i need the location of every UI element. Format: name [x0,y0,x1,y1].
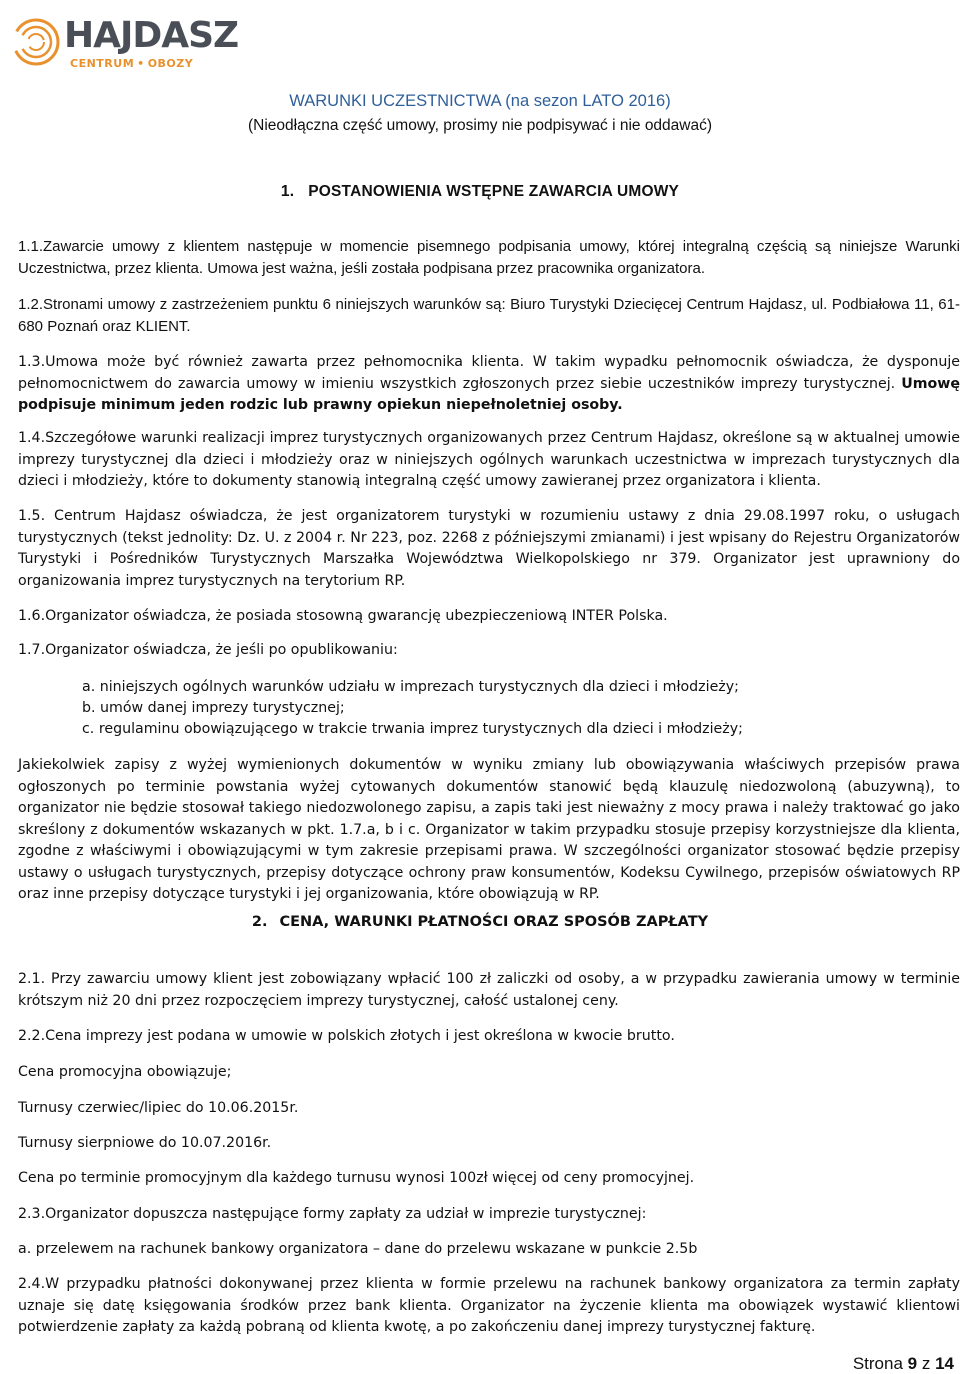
promo-june-july: Turnusy czerwiec/lipiec do 10.06.2015r. [18,1100,299,1116]
promo-intro: Cena promocyjna obowiązuje; [18,1064,232,1080]
list-item-c: c. regulaminu obowiązującego w trakcie trwania imprez turystycznych dla dzieci i młodzieży; [82,721,743,737]
paragraph-1-3 [18,352,960,417]
paragraph-2-3-a: a. przelewem na rachunek bankowy organizatora – dane do przelewu wskazane w punkcie 2.5b [18,1241,698,1257]
paragraph-2-3: 2.3.Organizator dopuszcza następujące formy zapłaty za udział w imprezie turystycznej: [18,1206,647,1222]
paragraph-1-3-bold: Umowę podpisuje minimum jeden rodzic lub prawny opiekun niepełnoletniej osoby. [18,375,960,413]
promo-august: Turnusy sierpniowe do 10.07.2016r. [18,1135,272,1151]
promo-after-deadline: Cena po terminie promocyjnym dla każdego turnusu wynosi 100zł więcej od ceny promocyjnej. [18,1170,695,1186]
document-title: WARUNKI UCZESTNICTWA (na sezon LATO 2016) [289,92,671,110]
list-item-a: a. niniejszych ogólnych warunków udziału w imprezach turystycznych dla dzieci i młodzieży; [82,679,739,695]
page-total: 14 [935,1354,954,1373]
section-2-title: CENA, WARUNKI PŁATNOŚCI ORAZ SPOSÓB ZAPŁATY [279,914,709,930]
paragraph-1-7-continuation: Jakiekolwiek zapisy z wyżej wymienionych dokumentów w wyniku zmiany lub obowiązywania właściwych przepisów prawa ogłoszonych po terminie powstania wyżej cytowanych dokumentów stanowić będą klauzulę niedozwoloną (abuzywną), to organizator nie będzie stosował takiego niedozwolonego zapisu, a zapis taki jest nieważny z mocy prawa i należy traktować go jako skreślony z dokumentów wskazanych w pkt. 1.7.a, b i c. Organizator w takim przypadku stosuje przepisy korzystniejsze dla klienta, zgodne z właściwymi i obowiązującymi w tym zakresie przepisami prawa. W szczególności organizator stosować będzie przepisy ustawy o usługach turystycznych, przepisy dotyczące ochrony praw konsumentów, Kodeksu Cywilnego, przepisów oświatowych RP oraz inne przepisy dotyczące turystyki i jej organizowania, które obowiązują w RP. [18,757,960,902]
logo-sub-obozy: OBOZY [147,57,194,70]
logo-subtitle [70,57,193,70]
page-of: z [921,1354,931,1373]
paragraph-1-4: 1.4.Szczegółowe warunki realizacji imprez turystycznych organizowanych przez Centrum Hajdasz, określone są w aktualnej umowie imprezy turystycznej dla dzieci i młodzieży oraz w niniejszych ogólnych warunkach uczestnictwa w imprezach turystycznych dla dzieci i młodzieży, które to dokumenty stanowią integralną część umowy zawieranej przez organizatora i klienta. [18,430,960,489]
list-item-b: b. umów danej imprezy turystycznej; [82,700,345,716]
section-1-title: POSTANOWIENIA WSTĘPNE ZAWARCIA UMOWY [308,183,680,200]
paragraph-1-6: 1.6.Organizator oświadcza, że posiada stosowną gwarancję ubezpieczeniową INTER Polska. [18,608,668,624]
paragraph-2-4: 2.4.W przypadku płatności dokonywanej przez klienta w formie przelewu na rachunek bankowy organizatora za termin zapłaty uznaje się datę księgowania środków przez bank klienta. Organizator na życzenie klienta ma obowiązek wystawić klientowi potwierdzenie zapłaty za każdą pobraną od klienta kwotę, a po zakończeniu danej imprezy turystycznej fakturę. [18,1276,960,1335]
paragraph-1-5: 1.5. Centrum Hajdasz oświadcza, że jest organizatorem turystyki w rozumieniu ustawy z dnia 29.08.1997 roku, o usługach turystycznych (tekst jednolity: Dz. U. z 2004 r. Nr 223, poz. 2268 z późniejszymi zmianami) i jest wpisany do Rejestru Organizatorów Turystyki i Pośredników Turystycznych Marszałka Województwa Wielkopolskiego nr 379. Organizator jest uprawniony do organizowania imprez turystycznych na terytorium RP. [18,508,960,589]
paragraph-1-3-text: 1.3.Umowa może być również zawarta przez pełnomocnika klienta. W takim wypadku pełnomocnik oświadcza, że dysponuje pełnomocnictwem do zawarcia umowy w imieniu wszystkich zgłoszonych przez siebie uczestników imprezy turystycznej. [18,354,960,392]
paragraph-2-1: 2.1. Przy zawarciu umowy klient jest zobowiązany wpłacić 100 zł zaliczki od osoby, a w przypadku zawierania umowy w terminie krótszym niż 20 dni przez rozpoczęciem imprezy turystycznej, całość ustalonej ceny. [18,971,960,1009]
section-1-heading [0,183,960,201]
section-2-heading [0,914,960,930]
paragraph-1-1: 1.1.Zawarcie umowy z klientem następuje w momencie pisemnego podpisania umowy, której integralną częścią są niniejsze Warunki Uczestnictwa, przez klienta. Umowa jest ważna, jeśli została podpisana przez pracownika organizatora. [18,238,960,277]
document-subtitle: (Nieodłączna część umowy, prosimy nie podpisywać i nie oddawać) [247,117,713,134]
paragraph-2-2: 2.2.Cena imprezy jest podana w umowie w polskich złotych i jest określona w kwocie brutto. [18,1028,675,1044]
page-current: 9 [907,1354,918,1373]
company-logo [8,6,239,76]
paragraph-1-7: 1.7.Organizator oświadcza, że jeśli po opublikowaniu: [18,642,398,658]
page-number [853,1354,954,1374]
logo-dot: • [137,57,145,70]
page-label: Strona [852,1354,903,1373]
paragraph-1-2: 1.2.Stronami umowy z zastrzeżeniem punktu 6 niniejszych warunków są: Biuro Turystyki Dziecięcej Centrum Hajdasz, ul. Podbiałowa 11, 61-680 Poznań oraz KLIENT. [18,296,960,335]
section-2-number: 2. [251,914,268,930]
logo-text: HAJDASZ [64,15,239,56]
logo-sub-centrum: CENTRUM [70,57,135,70]
section-1-number: 1. [280,183,295,200]
